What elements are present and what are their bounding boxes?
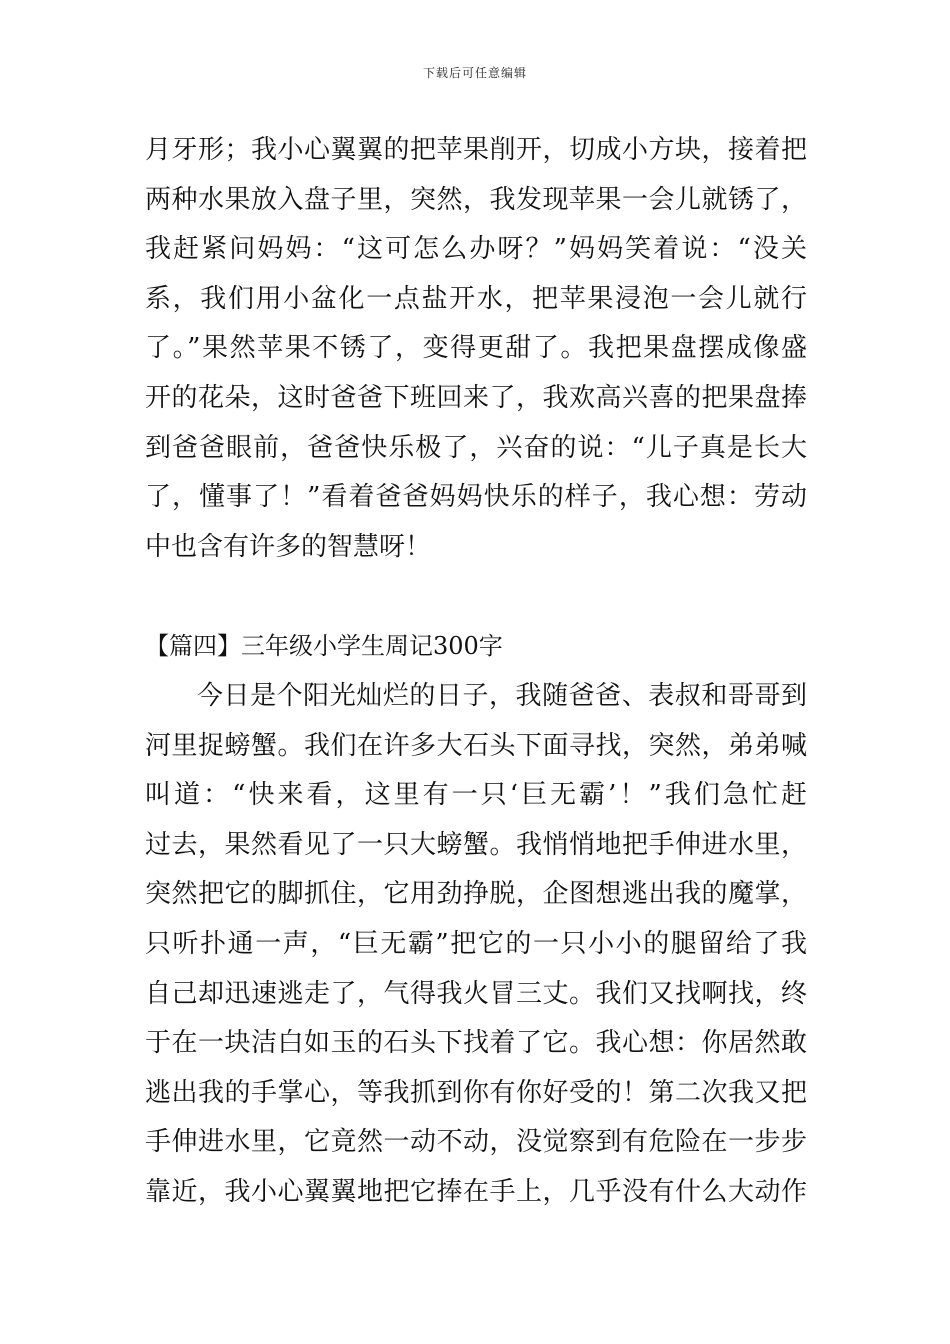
text-line: 开的花朵，这时爸爸下班回来了，我欢高兴喜的把果盘捧 (145, 382, 807, 413)
text-line: 两种水果放入盘子里，突然，我发现苹果一会儿就锈了， (145, 184, 807, 215)
text-line: 月牙形；我小心翼翼的把苹果削开，切成小方块，接着把 (145, 135, 807, 165)
text-line: 今日是个阳光灿烂的日子，我随爸爸、表叔和哥哥到 (197, 680, 807, 711)
text-line: 系，我们用小盆化一点盐开水，把苹果浸泡一会儿就行 (145, 283, 807, 314)
text-line: 过去，果然看见了一只大螃蟹。我悄悄地把手伸进水里， (145, 829, 807, 860)
page-header: 下载后可任意编辑 (422, 66, 527, 80)
text-line: 了。”果然苹果不锈了，变得更甜了。我把果盘摆成像盛 (145, 333, 807, 364)
text-line: 叫道：“快来看，这里有一只‘巨无霸’！”我们急忙赶 (145, 780, 807, 811)
text-line: 于在一块洁白如玉的石头下找着了它。我心想：你居然敢 (145, 1028, 807, 1059)
section-heading: 【篇四】三年级小学生周记300字 (145, 632, 503, 661)
text-line: 到爸爸眼前，爸爸快乐极了，兴奋的说：“儿子真是长大 (145, 432, 807, 463)
text-line: 靠近，我小心翼翼地把它捧在手上，几乎没有什么大动作 (145, 1176, 807, 1207)
text-line: 逃出我的手掌心，等我抓到你有你好受的！第二次我又把 (145, 1077, 807, 1108)
text-line: 自己却迅速逃走了，气得我火冒三丈。我们又找啊找，终 (145, 978, 807, 1009)
text-line: 我赶紧问妈妈：“这可怎么办呀？”妈妈笑着说：“没关 (145, 234, 807, 265)
text-line: 只听扑通一声，“巨无霸”把它的一只小小的腿留给了我 (145, 928, 807, 959)
text-line: 中也含有许多的智慧呀！ (145, 531, 432, 562)
text-line: 了，懂事了！”看着爸爸妈妈快乐的样子，我心想：劳动 (145, 482, 807, 513)
paragraph-2 (145, 672, 807, 1218)
text-line: 河里捉螃蟹。我们在许多大石头下面寻找，突然，弟弟喊 (145, 730, 807, 761)
paragraph-1 (145, 126, 807, 572)
text-line: 突然把它的脚抓住，它用劲挣脱，企图想逃出我的魔掌， (145, 879, 807, 910)
document-body (145, 126, 807, 1217)
text-line: 手伸进水里，它竟然一动不动，没觉察到有危险在一步步 (145, 1127, 807, 1158)
section-spacer (145, 572, 807, 622)
